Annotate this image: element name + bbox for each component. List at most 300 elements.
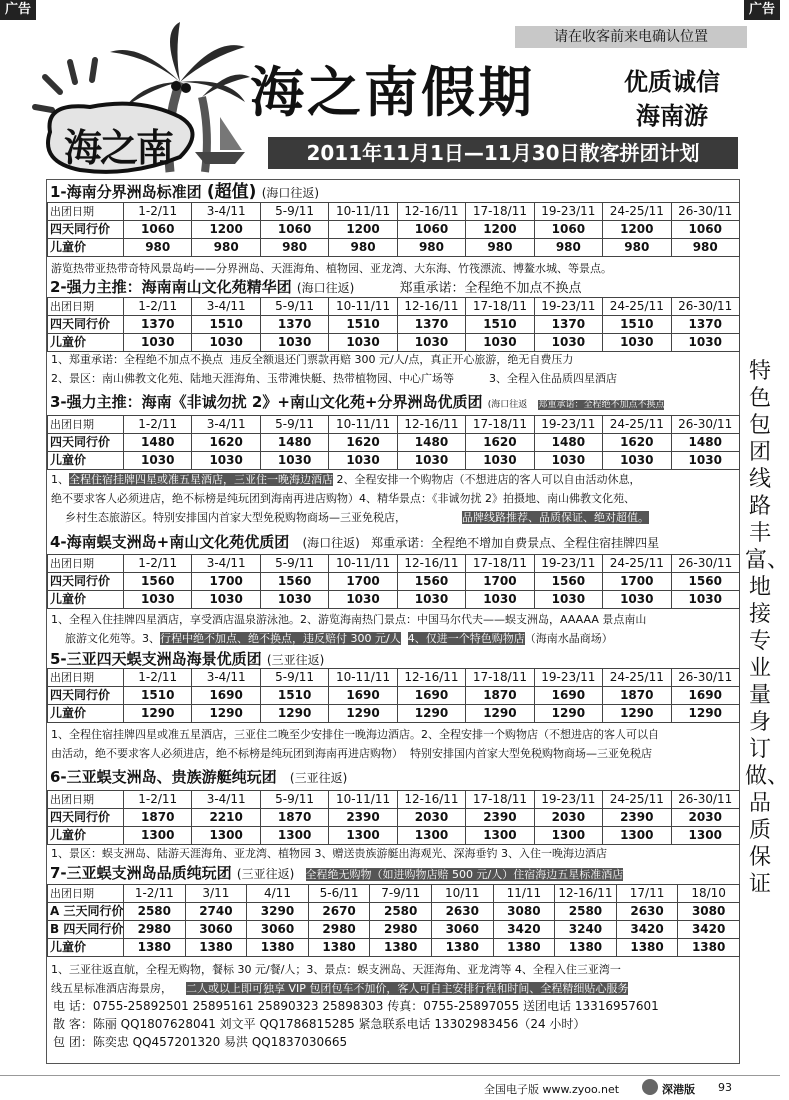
section-6-notes [47,844,739,863]
note-line [51,629,739,648]
price-cell: 1030 [192,452,260,470]
row-label: A 三天同行价 [48,903,124,921]
note-line [51,369,739,388]
price-cell: 1290 [466,705,534,723]
date-cell: 17-18/11 [466,298,534,316]
date-cell: 5-9/11 [260,555,328,573]
section-title-text: 5-三亚四天蜈支洲岛海景优质团 [50,650,262,668]
logo-text: 海之南 [64,125,173,170]
section-title-text: 2-强力主推：海南南山文化苑精华团 [50,278,292,296]
section-3-title [47,392,739,412]
price-cell: 1060 [124,221,192,239]
date-header-row [48,298,740,316]
date-cell: 24-25/11 [603,416,671,434]
date-cell: 10-11/11 [329,203,397,221]
price-cell: 3420 [493,921,555,939]
date-cell: 26-30/11 [671,298,739,316]
price-cell: 1620 [192,434,260,452]
price-cell: 1510 [260,687,328,705]
section-6-title [47,767,739,787]
price-cell: 1300 [124,827,192,845]
price-cell: 1480 [260,434,328,452]
date-cell: 19-23/11 [534,416,602,434]
price-cell: 1300 [671,827,739,845]
price-cell: 1370 [534,316,602,334]
section-4-notes [47,610,739,648]
price-cell: 2030 [534,809,602,827]
price-cell: 1380 [124,939,186,957]
date-cell: 1-2/11 [124,555,192,573]
section-route: (海口往返) [261,186,320,200]
price-row [48,334,740,352]
price-cell: 1290 [124,705,192,723]
note-highlight: 二人或以上即可独享 VIP 包团包车不加价，客人可自主安排行程和时间、全程精细贴心服务 [186,982,629,995]
section-5-title [47,649,739,669]
price-cell: 1030 [329,452,397,470]
footer-branch: 深港版 [662,1083,695,1096]
row-label: 儿童价 [48,334,124,352]
date-cell: 7-9/11 [370,885,432,903]
price-cell: 1290 [192,705,260,723]
price-cell: 1200 [329,221,397,239]
note-text: 线五星标准酒店海景房， [51,982,186,995]
note-line [51,844,739,863]
row-label: 四天同行价 [48,573,124,591]
price-cell: 1380 [185,939,247,957]
section-title-text: 7-三亚蜈支洲岛品质纯玩团 [50,864,232,882]
date-cell: 4/11 [247,885,309,903]
price-cell: 1380 [616,939,678,957]
price-cell: 1690 [671,687,739,705]
row-label: 儿童价 [48,939,124,957]
price-cell: 1620 [603,434,671,452]
date-cell: 17-18/11 [466,203,534,221]
price-cell: 1030 [260,334,328,352]
date-cell: 12-16/11 [397,555,465,573]
price-cell: 1290 [260,705,328,723]
price-cell: 3060 [247,921,309,939]
note-line [51,725,739,744]
footer-edition: 全国电子版 www.zyoo.net [484,1083,620,1096]
date-cell: 19-23/11 [534,203,602,221]
section-1-title [47,182,739,202]
price-cell: 1030 [397,452,465,470]
price-row [48,687,740,705]
price-cell: 3060 [431,921,493,939]
price-cell: 1560 [534,573,602,591]
section-title-text: 4-海南蜈支洲岛+南山文化苑优质团 [50,533,290,551]
price-cell: 1480 [124,434,192,452]
price-cell: 1560 [124,573,192,591]
note-text: 绝不要求客人必须进店，绝不标榜是纯玩团到海南再进店购物）4、精华景点：《非诚勿扰 2》拍摄地、南山佛教文化苑、 [51,492,635,505]
note-text: 2、全程安排一个购物店（不想进店的客人可以自由活动休息， [333,473,641,486]
section-route: (海口往返) [296,281,355,295]
price-cell: 1290 [671,705,739,723]
price-cell: 1700 [466,573,534,591]
date-cell: 5-9/11 [260,669,328,687]
price-cell: 1290 [603,705,671,723]
price-cell: 2980 [124,921,186,939]
price-cell: 1030 [397,334,465,352]
row-label: 出团日期 [48,203,124,221]
price-cell: 1030 [192,591,260,609]
price-cell: 1480 [397,434,465,452]
price-cell: 1510 [603,316,671,334]
price-cell: 1060 [260,221,328,239]
price-row [48,903,740,921]
price-cell: 980 [603,239,671,257]
note-text: 乡村生态旅游区。特别安排国内首家大型免税购物商场—三亚免税店， [65,511,462,524]
side-slogan: 特色包团线路丰富、地接专业量身订做、品质保证 [745,359,789,897]
price-cell: 2030 [671,809,739,827]
price-row [48,921,740,939]
date-cell: 10-11/11 [329,416,397,434]
date-cell: 3-4/11 [192,416,260,434]
section-7-title [47,863,739,883]
date-cell: 10-11/11 [329,298,397,316]
price-cell: 1030 [534,452,602,470]
price-cell: 1290 [534,705,602,723]
price-row [48,939,740,957]
section-2-notes [47,350,739,388]
price-cell: 1200 [603,221,671,239]
price-cell: 980 [329,239,397,257]
price-cell: 1510 [192,316,260,334]
price-cell: 1690 [329,687,397,705]
note-line [51,979,739,998]
note-text: 1、全程入住挂牌四星酒店，享受酒店温泉游泳池。2、游览海南热门景点：中国马尔代夫——蜈支洲岛，AAAAA 景点南山 [51,613,647,626]
section-6-price-table [47,790,740,845]
row-label: 四天同行价 [48,687,124,705]
price-cell: 1380 [678,939,740,957]
date-cell: 12-16/11 [397,203,465,221]
price-cell: 980 [534,239,602,257]
section-7-price-table [47,884,740,957]
price-cell: 1030 [671,591,739,609]
price-cell: 3080 [678,903,740,921]
note-text: （海南水晶商场） [524,632,613,645]
period-banner: 2011年11月1日—11月30日散客拼团计划 [268,137,738,169]
price-cell: 1030 [466,452,534,470]
price-cell: 1870 [260,809,328,827]
price-row [48,221,740,239]
date-cell: 17-18/11 [466,791,534,809]
price-cell: 2580 [555,903,617,921]
row-label: 四天同行价 [48,316,124,334]
price-cell: 1700 [603,573,671,591]
row-label: 儿童价 [48,705,124,723]
price-cell: 1300 [466,827,534,845]
date-cell: 5-9/11 [260,791,328,809]
price-row [48,705,740,723]
row-label: 出团日期 [48,791,124,809]
date-cell: 12-16/11 [397,416,465,434]
date-cell: 1-2/11 [124,203,192,221]
section-badge: (超值) [206,182,257,202]
section-title-text: 3-强力主推：海南《非诚勿扰 2》+南山文化苑+分界洲岛优质团 [50,393,483,411]
price-cell: 1620 [329,434,397,452]
footer-divider [0,1075,780,1076]
contact-phone: 电 话：0755-25892501 25895161 25890323 25898303 传真：0755-25897055 送团电话 13316957601 [53,999,659,1013]
price-cell: 2670 [308,903,370,921]
palm-logo [30,22,250,177]
price-cell: 1700 [329,573,397,591]
section-4-price-table [47,554,740,609]
price-cell: 1870 [124,809,192,827]
note-text: 旅游文化苑等。3、 [65,632,160,645]
price-row [48,452,740,470]
price-cell: 1370 [124,316,192,334]
date-cell: 18/10 [678,885,740,903]
date-cell: 3-4/11 [192,203,260,221]
date-cell: 5-9/11 [260,416,328,434]
section-1-notes [47,259,739,278]
date-cell: 24-25/11 [603,298,671,316]
note-line [51,508,739,527]
date-cell: 17-18/11 [466,669,534,687]
price-cell: 980 [671,239,739,257]
note-text: 1、全程住宿挂牌四星或准五星酒店，三亚住二晚至少安排住一晚海边酒店。2、全程安排一个购物店（不想进店的客人可以自 [51,728,659,741]
row-label: 出团日期 [48,885,124,903]
price-cell: 1030 [329,334,397,352]
price-cell: 1690 [534,687,602,705]
date-cell: 19-23/11 [534,298,602,316]
date-cell: 26-30/11 [671,791,739,809]
price-cell: 3420 [616,921,678,939]
price-cell: 1300 [534,827,602,845]
price-cell: 1300 [329,827,397,845]
date-header-row [48,791,740,809]
price-cell: 1380 [555,939,617,957]
price-cell: 1370 [260,316,328,334]
note-highlight: 行程中绝不加点、绝不换点，违反赔付 300 元/人 [160,632,401,645]
price-cell: 1510 [124,687,192,705]
price-cell: 1480 [534,434,602,452]
price-row [48,573,740,591]
section-title-text: 6-三亚蜈支洲岛、贵族游艇纯玩团 [50,768,277,786]
price-cell: 2390 [603,809,671,827]
section-route: (三亚往返) [236,867,295,881]
price-cell: 1030 [671,334,739,352]
date-cell: 24-25/11 [603,555,671,573]
date-cell: 10-11/11 [329,669,397,687]
section-route: (海口往返) [302,536,360,550]
ad-label-left: 广告 [0,0,36,20]
date-cell: 5-9/11 [260,203,328,221]
row-label: B 四天同行价 [48,921,124,939]
date-header-row [48,203,740,221]
price-cell: 2740 [185,903,247,921]
date-cell: 17/11 [616,885,678,903]
section-promise: 郑重承诺：全程绝不增加自费景点、全程住宿挂牌四星 [371,536,660,550]
price-cell: 1690 [397,687,465,705]
price-cell: 3420 [678,921,740,939]
section-route: (海口往返 [487,400,528,410]
price-cell: 980 [124,239,192,257]
price-cell: 2030 [397,809,465,827]
note-line [51,470,739,489]
row-label: 四天同行价 [48,434,124,452]
price-cell: 980 [192,239,260,257]
section-4-title [47,532,739,552]
slogan-line-2: 海南游 [636,102,708,130]
price-row [48,434,740,452]
date-cell: 10-11/11 [329,791,397,809]
price-cell: 1200 [192,221,260,239]
date-cell: 19-23/11 [534,669,602,687]
date-cell: 11/11 [493,885,555,903]
date-cell: 12-16/11 [397,669,465,687]
price-cell: 1030 [534,334,602,352]
price-cell: 1030 [671,452,739,470]
section-7-notes [47,960,739,998]
date-cell: 3/11 [185,885,247,903]
price-cell: 1380 [370,939,432,957]
price-cell: 1030 [192,334,260,352]
section-3-notes [47,470,739,527]
date-cell: 17-18/11 [466,555,534,573]
row-label: 儿童价 [48,452,124,470]
price-cell: 2630 [616,903,678,921]
date-cell: 17-18/11 [466,416,534,434]
date-cell: 24-25/11 [603,791,671,809]
date-header-row [48,885,740,903]
row-label: 四天同行价 [48,809,124,827]
price-cell: 2580 [370,903,432,921]
price-cell: 1030 [397,591,465,609]
price-cell: 1290 [329,705,397,723]
row-label: 出团日期 [48,416,124,434]
date-cell: 5-6/11 [308,885,370,903]
price-cell: 3290 [247,903,309,921]
note-highlight: 全程住宿挂牌四星或准五星酒店，三亚住一晚海边酒店 [69,473,333,486]
date-cell: 1-2/11 [124,885,186,903]
section-3-price-table [47,415,740,470]
note-text [401,632,408,645]
note-text: 1、 [51,473,69,486]
price-cell: 1380 [431,939,493,957]
date-cell: 3-4/11 [192,669,260,687]
price-cell: 1700 [192,573,260,591]
section-1-price-table [47,202,740,257]
price-cell: 1620 [466,434,534,452]
price-cell: 2580 [124,903,186,921]
section-route: (三亚往返) [289,771,348,785]
price-row [48,239,740,257]
date-cell: 10-11/11 [329,555,397,573]
price-cell: 2980 [308,921,370,939]
price-cell: 3060 [185,921,247,939]
row-label: 儿童价 [48,239,124,257]
date-cell: 1-2/11 [124,416,192,434]
price-row [48,591,740,609]
contact-individual: 散 客：陈丽 QQ1807628041 刘文平 QQ1786815285 紧急联系电话 13302983456（24 小时） [53,1017,586,1031]
price-row [48,827,740,845]
date-header-row [48,555,740,573]
note-text: 由活动，绝不要求客人必须进店，绝不标榜是纯玩团到海南再进店购物） 特别安排国内首家大型免税购物商场—三亚免税店 [51,747,652,760]
price-cell: 980 [466,239,534,257]
date-cell: 12-16/11 [397,791,465,809]
date-header-row [48,416,740,434]
schedule-panel [46,179,740,1064]
price-cell: 1290 [397,705,465,723]
date-cell: 10/11 [431,885,493,903]
price-cell: 1300 [603,827,671,845]
price-cell: 1300 [192,827,260,845]
price-cell: 1870 [466,687,534,705]
price-cell: 1030 [466,334,534,352]
date-cell: 24-25/11 [603,203,671,221]
section-promise-highlight: 郑重承诺：全程绝不加点不换点 [538,400,665,410]
price-row [48,809,740,827]
note-line [51,259,739,278]
note-text: 2、景区：南山佛教文化苑、陆地天涯海角、玉带滩快艇、热带植物园、中心广场等 3、全程入住品质四星酒店 [51,372,617,385]
price-cell: 1560 [260,573,328,591]
note-line [51,960,739,979]
price-cell: 1480 [671,434,739,452]
price-cell: 1370 [671,316,739,334]
price-cell: 1560 [397,573,465,591]
contact-group: 包 团：陈奕忠 QQ457201320 易洪 QQ1837030665 [53,1035,348,1049]
date-cell: 26-30/11 [671,555,739,573]
price-cell: 1030 [124,452,192,470]
price-cell: 1030 [329,591,397,609]
row-label: 儿童价 [48,827,124,845]
price-cell: 1870 [603,687,671,705]
note-highlight: 品牌线路推荐、品质保证、绝对超值。 [461,511,649,524]
note-text: 1、郑重承诺：全程绝不加点不换点 违反全额退还门票款再赔 300 元/人/点，真正开心旅游，绝无自费压力 [51,353,574,366]
price-cell: 1510 [466,316,534,334]
price-cell: 1200 [466,221,534,239]
brand-title: 海之南假期 [250,60,535,124]
note-text: 游览热带亚热带奇特风景岛屿——分界洲岛、天涯海角、植物园、亚龙湾、大东海、竹筏漂流、博鳌水城、等景点。 [51,262,612,275]
price-cell: 2390 [329,809,397,827]
note-line [51,350,739,369]
price-cell: 1060 [534,221,602,239]
price-cell: 2210 [192,809,260,827]
confirm-banner: 请在收客前来电确认位置 [515,26,747,48]
price-cell: 1690 [192,687,260,705]
note-line [51,744,739,763]
ad-label-right: 广告 [744,0,780,20]
slogan-line-1: 优质诚信 [624,68,720,96]
price-cell: 1380 [493,939,555,957]
price-row [48,316,740,334]
section-title-text: 1-海南分界洲岛标准团 [50,183,202,201]
date-cell: 5-9/11 [260,298,328,316]
price-cell: 1300 [397,827,465,845]
price-cell: 1030 [124,591,192,609]
price-cell: 1060 [397,221,465,239]
row-label: 出团日期 [48,669,124,687]
section-2-price-table [47,297,740,352]
date-cell: 24-25/11 [603,669,671,687]
price-cell: 1380 [308,939,370,957]
price-cell: 2390 [466,809,534,827]
section-2-title [47,277,739,297]
date-cell: 12-16/11 [397,298,465,316]
price-cell: 1060 [671,221,739,239]
section-5-notes [47,725,739,763]
date-cell: 26-30/11 [671,669,739,687]
note-line [51,610,739,629]
row-label: 出团日期 [48,298,124,316]
date-cell: 12-16/11 [555,885,617,903]
price-cell: 1030 [603,334,671,352]
date-cell: 19-23/11 [534,791,602,809]
date-cell: 1-2/11 [124,791,192,809]
date-header-row [48,669,740,687]
